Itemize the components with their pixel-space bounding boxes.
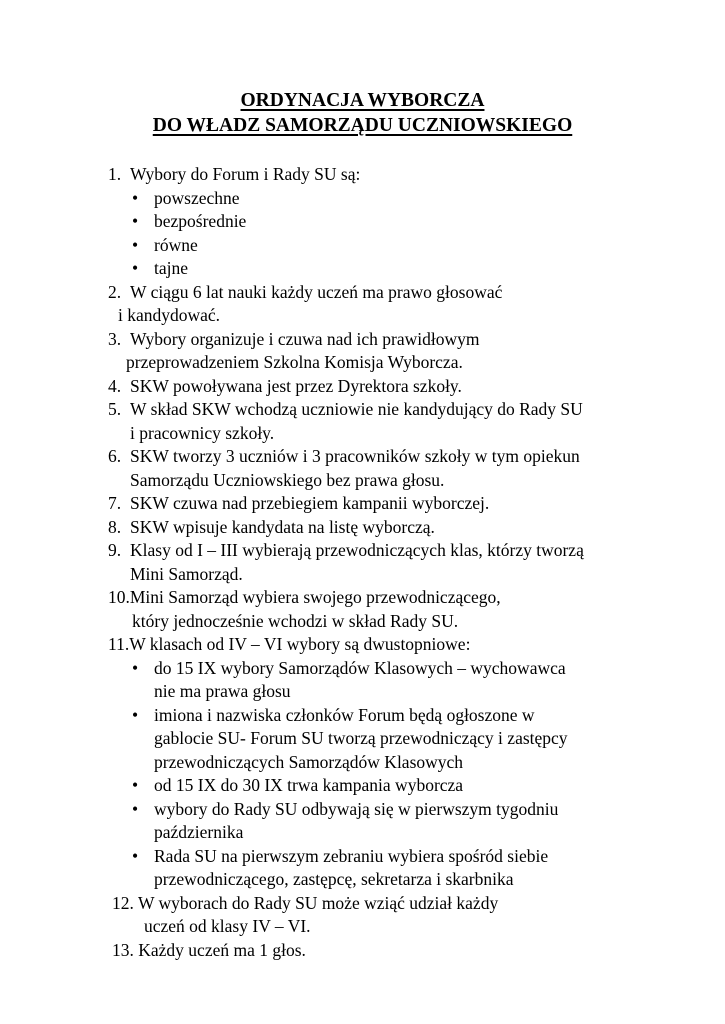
item-continuation: Samorządu Uczniowskiego bez prawa głosu. bbox=[130, 469, 445, 490]
item-continuation: przeprowadzeniem Szkolna Komisja Wyborcza. bbox=[126, 352, 463, 372]
item-continuation: uczeń od klasy IV – VI. bbox=[144, 916, 311, 936]
item-continuation: Mini Samorząd. bbox=[130, 563, 243, 584]
bullet-text: imiona i nazwiska członków Forum będą ogłoszone w bbox=[154, 704, 535, 725]
item-text: Klasy od I – III wybierają przewodniczących klas, którzy tworzą bbox=[130, 540, 584, 560]
bullet-continuation: października bbox=[154, 822, 244, 842]
item-text: Mini Samorząd wybiera swojego przewodniczącego, bbox=[129, 587, 501, 607]
item-number: 3. bbox=[108, 328, 122, 349]
list-item bbox=[108, 398, 668, 422]
item-text: W skład SKW wchodzą uczniowie nie kandydujący do Rady SU bbox=[130, 399, 583, 419]
list-item bbox=[108, 516, 668, 540]
item-text: SKW wpisuje kandydata na listę wyborczą. bbox=[130, 516, 435, 537]
bullet-item bbox=[108, 657, 668, 681]
item-number: 8. bbox=[108, 516, 122, 537]
item-number: 1. bbox=[108, 164, 122, 184]
item-text: W ciągu 6 lat nauki każdy uczeń ma prawo głosować bbox=[130, 281, 503, 302]
item-continuation: który jednocześnie wchodzi w skład Rady SU. bbox=[132, 610, 459, 631]
bullet-item bbox=[108, 798, 668, 822]
list-item bbox=[108, 445, 668, 469]
item-text: W wyborach do Rady SU może wziąć udział każdy bbox=[137, 892, 499, 913]
item-number: 13. bbox=[112, 939, 134, 960]
bullet-icon: • bbox=[132, 211, 139, 231]
bullet-item bbox=[108, 210, 668, 234]
bullet-text: tajne bbox=[154, 258, 189, 278]
item-text: Każdy uczeń ma 1 głos. bbox=[138, 939, 306, 960]
item-text: Wybory organizuje i czuwa nad ich prawidłowym bbox=[130, 328, 480, 349]
bullet-icon: • bbox=[132, 845, 139, 866]
bullet-icon: • bbox=[132, 187, 139, 208]
item-number: 10. bbox=[108, 587, 130, 607]
list-item bbox=[108, 375, 668, 399]
bullet-text: powszechne bbox=[154, 187, 240, 208]
bullet-text: do 15 IX wybory Samorządów Klasowych – wychowawca bbox=[154, 657, 566, 678]
item-continuation: i pracownicy szkoły. bbox=[130, 422, 275, 443]
item-number: 5. bbox=[108, 399, 122, 419]
item-continuation: i kandydować. bbox=[118, 305, 221, 325]
bullet-item bbox=[108, 257, 668, 281]
list-item bbox=[108, 328, 668, 352]
item-text: SKW tworzy 3 uczniów i 3 pracowników szkoły w tym opiekun bbox=[130, 446, 580, 466]
bullet-icon: • bbox=[132, 657, 139, 678]
item-number: 12. bbox=[112, 892, 134, 913]
bullet-continuation: nie ma prawa głosu bbox=[154, 681, 291, 701]
document-title bbox=[0, 88, 725, 138]
bullet-icon: • bbox=[132, 234, 139, 255]
bullet-icon: • bbox=[132, 258, 139, 278]
bullet-text: od 15 IX do 30 IX trwa kampania wyborcza bbox=[154, 775, 464, 795]
bullet-text: Rada SU na pierwszym zebraniu wybiera spośród siebie bbox=[154, 845, 549, 866]
title-line-2: DO WŁADZ SAMORZĄDU UCZNIOWSKIEGO bbox=[152, 115, 573, 136]
bullet-text: bezpośrednie bbox=[154, 211, 247, 231]
bullet-icon: • bbox=[132, 704, 139, 725]
bullet-item bbox=[108, 187, 668, 211]
item-text: Wybory do Forum i Rady SU są: bbox=[130, 164, 361, 184]
bullet-continuation: przewodniczącego, zastępcę, sekretarza i skarbnika bbox=[154, 869, 514, 889]
list-item bbox=[108, 892, 668, 916]
bullet-continuation: gablocie SU- Forum SU tworzą przewodniczący i zastępcy bbox=[154, 728, 568, 748]
bullet-continuation: przewodniczących Samorządów Klasowych bbox=[154, 751, 464, 772]
item-number: 6. bbox=[108, 446, 122, 466]
rules-list bbox=[108, 163, 668, 962]
item-text: W klasach od IV – VI wybory są dwustopniowe: bbox=[129, 634, 471, 654]
item-number: 7. bbox=[108, 493, 122, 513]
item-number: 9. bbox=[108, 540, 122, 560]
list-item bbox=[108, 586, 668, 610]
list-item bbox=[108, 281, 668, 305]
item-number: 2. bbox=[108, 281, 122, 302]
item-text: SKW powoływana jest przez Dyrektora szkoły. bbox=[130, 375, 462, 396]
item-text: SKW czuwa nad przebiegiem kampanii wyborczej. bbox=[130, 493, 490, 513]
bullet-item bbox=[108, 774, 668, 798]
bullet-text: wybory do Rady SU odbywają się w pierwszym tygodniu bbox=[154, 798, 559, 819]
list-item bbox=[108, 539, 668, 563]
list-item bbox=[108, 492, 668, 516]
bullet-icon: • bbox=[132, 775, 139, 795]
list-item bbox=[108, 163, 668, 187]
item-number: 11. bbox=[108, 634, 130, 654]
list-item bbox=[108, 633, 668, 657]
bullet-item bbox=[108, 234, 668, 258]
item-number: 4. bbox=[108, 375, 122, 396]
list-item bbox=[108, 939, 668, 963]
bullet-text: równe bbox=[154, 234, 198, 255]
bullet-item bbox=[108, 845, 668, 869]
bullet-icon: • bbox=[132, 798, 139, 819]
title-line-1: ORDYNACJA WYBORCZA bbox=[240, 90, 485, 111]
bullet-item bbox=[108, 704, 668, 728]
